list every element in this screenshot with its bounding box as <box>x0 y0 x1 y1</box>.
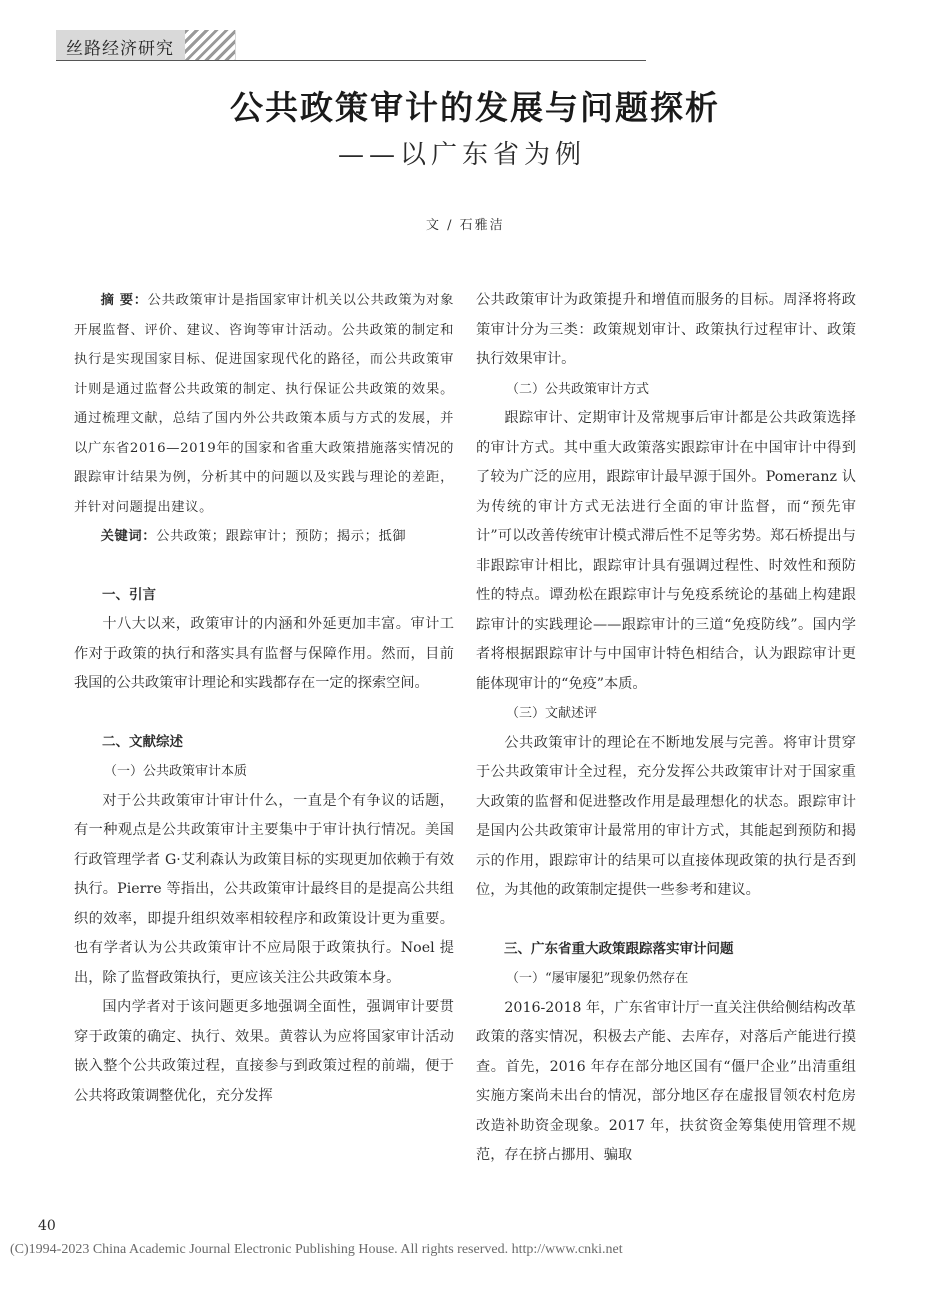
article-title: 公共政策审计的发展与问题探析 <box>230 88 720 127</box>
paragraph: 跟踪审计、定期审计及常规事后审计都是公共政策选择的审计方式。其中重大政策落实跟踪审计在中国审计中得到了较为广泛的应用，跟踪审计最早源于国外。Pomeranz 认为传统的审计方式无法进行全面的审计监督，而“预先审计”可以改善传统审计模式滞后性不足等劣势。郑石桥提出与非跟踪审计相比，跟踪审计具有强调过程性、时效性和预防性的特点。谭劲松在跟踪审计与免疫系统论的基础上构建跟踪审计的实践理论——跟踪审计的三道“免疫防线”。国内学者将根据跟踪审计与中国审计特色相结合，认为跟踪审计更能体现审计的“免疫”本质。 <box>476 410 856 692</box>
keywords <box>74 522 454 552</box>
right-column <box>476 286 856 1171</box>
header-stripes <box>185 30 235 60</box>
paragraph: 公共政策审计的理论在不断地发展与完善。将审计贯穿于公共政策审计全过程，充分发挥公共政策审计对于国家重大政策的监督和促进整改作用是最理想化的状态。跟踪审计是国内公共政策审计最常用的审计方式，其能起到预防和揭示的作用，跟踪审计的结果可以直接体现政策的执行是否到位，为其他的政策制定提供一些参考和建议。 <box>476 734 856 898</box>
subsection-heading: （一）公共政策审计本质 <box>104 764 248 779</box>
section-heading-problems: 三、广东省重大政策跟踪落实审计问题 <box>504 940 734 957</box>
abstract <box>74 286 454 522</box>
abstract-text: 公共政策审计是指国家审计机关以公共政策为对象开展监督、评价、建议、咨询等审计活动。公共政策的制定和执行是实现国家目标、促进国家现代化的路径，而公共政策审计则是通过监督公共政策的制定、执行保证公共政策的效果。通过梳理文献，总结了国内外公共政策本质与方式的发展，并以广东省2016—2019年的国家和省重大政策措施落实情况的跟踪审计结果为例，分析其中的问题以及实践与理论的差距，并针对问题提出建议。 <box>74 293 455 515</box>
paragraph: 国内学者对于该问题更多地强调全面性，强调审计要贯穿于政策的确定、执行、效果。黄蓉认为应将国家审计活动嵌入整个公共政策过程，直接参与到政策过程的前端，便于公共将政策调整优化，充分发挥 <box>74 999 454 1104</box>
paragraph: 公共政策审计为政策提升和增值而服务的目标。周泽将将政策审计分为三类：政策规划审计、政策执行过程审计、政策执行效果审计。 <box>476 292 856 367</box>
paragraph: 十八大以来，政策审计的内涵和外延更加丰富。审计工作对于政策的执行和落实具有监督与保障作用。然而，目前我国的公共政策审计理论和实践都存在一定的探索空间。 <box>74 616 454 691</box>
left-column <box>74 286 454 1111</box>
section-heading-review: 二、文献综述 <box>102 733 183 750</box>
paragraph: 对于公共政策审计审计什么，一直是个有争议的话题，有一种观点是公共政策审计主要集中于审计执行情况。美国行政管理学者 G·艾利森认为政策目标的实现更加依赖于有效执行。Pierre 等指出，公共政策审计最终目的是提高公共组织的效率，即提升组织效率相较程序和政策设计更为重要。也有学者认为公共政策审计不应局限于政策执行。Noel 提出，除了监督政策执行，更应该关注公共政策本身。 <box>74 792 454 986</box>
author-line: 文 / 石雅洁 <box>426 218 505 233</box>
subsection-heading: （三）文献述评 <box>506 706 598 721</box>
section-heading-intro: 一、引言 <box>102 586 156 603</box>
abstract-label: 摘 要： <box>100 293 148 308</box>
copyright-footer: (C)1994-2023 China Academic Journal Electronic Publishing House. All rights reserved. http://www.cnki.net <box>10 1242 623 1257</box>
page-number: 40 <box>38 1218 56 1234</box>
keywords-label: 关键词： <box>100 529 157 544</box>
subsection-heading: （二）公共政策审计方式 <box>506 381 650 397</box>
header-rule <box>56 60 646 61</box>
article-subtitle: ——以广东省为例 <box>338 140 587 170</box>
keywords-text: 公共政策；跟踪审计；预防；揭示；抵御 <box>156 529 407 544</box>
paragraph: 2016-2018 年，广东省审计厅一直关注供给侧结构改革政策的落实情况，积极去产能、去库存，对落后产能进行摸查。首先，2016 年存在部分地区国有“僵尸企业”出清重组实施方案尚未出台的情况，部分地区存在虚报冒领农村危房改造补助资金现象。2017 年，扶贫资金筹集使用管理不规范，存在挤占挪用、骗取 <box>476 999 856 1163</box>
subsection-heading: （一）“屡审屡犯”现象仍然存在 <box>506 971 689 986</box>
journal-name: 丝路经济研究 <box>66 39 174 59</box>
